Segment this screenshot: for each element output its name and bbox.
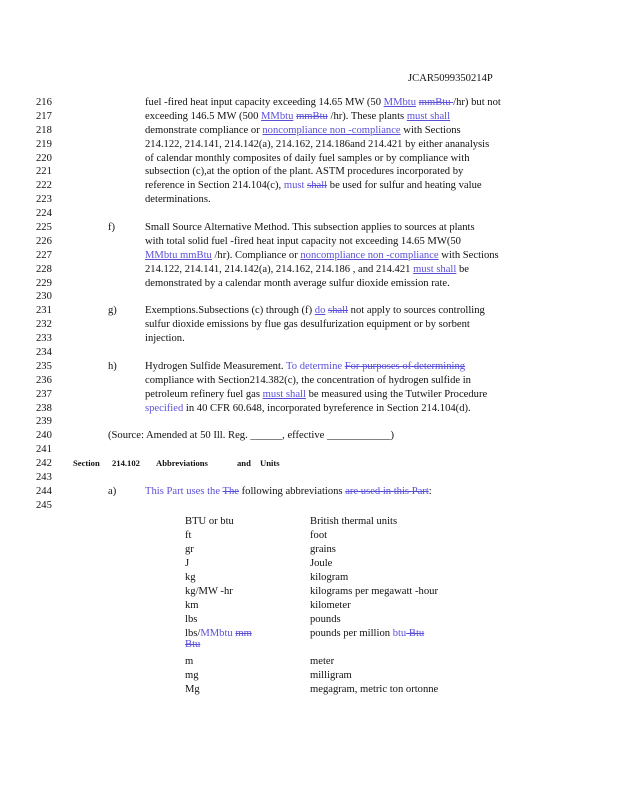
text-line [0, 207, 618, 221]
text-run: determinations. [145, 194, 211, 206]
line-number: 245 [36, 499, 52, 511]
text-run: with total solid fuel -fired heat input capacity not exceeding 14.65 MW(50 [145, 235, 461, 247]
inserted-text: noncompliance non -compliance [300, 249, 439, 261]
inserted-text: must shall [406, 110, 451, 122]
line-number: 243 [36, 472, 52, 484]
line-number: 233 [36, 333, 52, 345]
abbreviation-meaning: kilograms per megawatt -hour [310, 586, 438, 597]
line-number: 231 [36, 305, 52, 317]
text-line [0, 277, 618, 291]
line-text [145, 304, 545, 318]
line-text [145, 138, 545, 152]
line-text [145, 221, 545, 235]
text-run: be used for sulfur and heating value [327, 180, 482, 192]
deleted-text: For purposes of determining [344, 360, 466, 372]
abbreviation-term: kg/MW -hr [185, 586, 233, 597]
abbreviation-meaning: pounds per million btu Btu [310, 628, 425, 639]
line-text [145, 249, 545, 263]
line-number: 225 [36, 222, 52, 234]
abbreviation-term: mg [185, 670, 199, 681]
abbreviation-term: ft [185, 530, 192, 541]
text-run: Small Source Alternative Method. This subsection applies to sources at plants [145, 222, 475, 234]
line-number: 234 [36, 347, 52, 359]
line-text [145, 165, 545, 179]
line-number: 238 [36, 402, 52, 414]
line-number: 222 [36, 180, 52, 192]
text-line [0, 374, 618, 388]
inserted-text: This Part uses the [145, 485, 223, 497]
line-number: 219 [36, 138, 52, 150]
text-run: fuel -fired heat input capacity exceeding 14.65 MW (50 [145, 97, 384, 108]
text-line [0, 290, 618, 304]
deleted-text: shall [307, 180, 328, 192]
line-text [145, 277, 545, 291]
text-line [0, 138, 618, 152]
deleted-text: Btu [406, 628, 425, 639]
line-number: 235 [36, 360, 52, 372]
line-number: 244 [36, 485, 52, 497]
line-number: 224 [36, 208, 52, 220]
text-run: /hr). These plants [327, 110, 407, 122]
text-run: 214.122, 214.141, 214.142(a), 214.162, 214.186 , and 214.421 [145, 263, 414, 275]
line-number: 221 [36, 166, 52, 178]
text-line [0, 388, 618, 402]
inserted-text: To determine [286, 360, 343, 372]
inserted-text: specified [145, 402, 184, 414]
abbreviation-meaning: kilometer [310, 600, 351, 611]
line-number: 229 [36, 277, 52, 289]
text-line [0, 110, 618, 124]
text-run: Hydrogen Sulfide Measurement. [145, 360, 287, 372]
inserted-text: must shall [413, 263, 457, 275]
text-line [0, 263, 618, 277]
abbreviation-term: lbs/MMbtu mm Btu [185, 628, 252, 650]
text-line [0, 304, 618, 318]
inserted-text: MMbtu [261, 110, 294, 122]
text-line [0, 179, 618, 193]
text-run: subsection (c),at the option of the plant. ASTM procedures incorporated by [145, 166, 464, 178]
section-heading-title-c: Units [260, 458, 280, 469]
abbreviation-term: J [185, 558, 190, 569]
text-run: injection. [145, 333, 185, 345]
text-run: reference in Section 214.104(c), [145, 180, 284, 192]
text-line [0, 457, 618, 471]
abbreviation-term: lbs [185, 614, 198, 625]
text-line [0, 165, 618, 179]
abbreviation-meaning: British thermal units [310, 516, 398, 527]
line-text [145, 402, 545, 416]
text-run: compliance with Section214.382(c), the concentration of hydrogen sulfide in [145, 374, 471, 386]
text-line [0, 249, 618, 263]
deleted-text: mmBtu [296, 110, 328, 122]
line-number: 240 [36, 430, 52, 442]
text-line [0, 235, 618, 249]
line-number: 230 [36, 291, 52, 303]
text-run: with Sections [438, 249, 499, 261]
line-number: 220 [36, 152, 52, 164]
line-number: 242 [36, 458, 52, 470]
abbreviation-meaning: foot [310, 530, 328, 541]
inserted-text: do [314, 305, 326, 317]
line-number: 228 [36, 263, 52, 275]
text-run: exceeding 146.5 MW (500 [145, 110, 262, 122]
subsection-label: f) [108, 222, 116, 234]
text-run: : [428, 485, 432, 497]
abbreviation-term: kg [185, 572, 196, 583]
line-number: 236 [36, 374, 52, 386]
section-heading-number: 214.102 [112, 458, 140, 469]
inserted-text: must [283, 180, 305, 192]
text-run: (Source: Amended at 50 Ill. Reg. ______, effective ____________) [108, 430, 395, 442]
line-numbered-body [0, 96, 618, 513]
text-line [0, 402, 618, 416]
inserted-text: MMbtu mmBtu [145, 249, 212, 261]
text-line [0, 193, 618, 207]
line-number: 239 [36, 416, 52, 428]
text-run: petroleum refinery fuel gas [145, 388, 263, 400]
deleted-text: mmBtu [418, 97, 454, 108]
text-run: with Sections [400, 124, 461, 136]
line-number: 217 [36, 110, 52, 122]
deleted-text: Btu [185, 639, 201, 650]
text-line [0, 332, 618, 346]
text-line [0, 96, 618, 110]
text-line [0, 471, 618, 485]
abbreviation-meaning: pounds [310, 614, 341, 625]
abbreviation-term: km [185, 600, 199, 611]
subsection-label: g) [108, 305, 117, 317]
abbreviation-meaning: Joule [310, 558, 333, 569]
line-text [145, 110, 545, 124]
text-line [0, 221, 618, 235]
section-heading-title-a: Abbreviations [156, 458, 208, 469]
line-text [145, 388, 545, 402]
abbreviation-meaning: kilogram [310, 572, 349, 583]
text-line [0, 346, 618, 360]
line-text [145, 318, 545, 332]
line-text [145, 485, 545, 499]
text-run: not apply to sources controlling [348, 305, 485, 317]
abbreviation-term: gr [185, 544, 194, 555]
abbreviation-term: BTU or btu [185, 516, 234, 527]
text-line [0, 485, 618, 499]
text-run: in 40 CFR 60.648, incorporated byreference in Section 214.104(d). [183, 402, 471, 414]
inserted-text: MMbtu [200, 628, 233, 639]
text-run: be [456, 263, 469, 275]
line-number: 223 [36, 194, 52, 206]
line-text [145, 179, 545, 193]
deleted-text: shall [328, 305, 349, 317]
inserted-text: MMbtu [383, 97, 417, 108]
abbreviation-meaning: meter [310, 656, 335, 667]
text-run: sulfur dioxide emissions by flue gas desulfurization equipment or by sorbent [145, 319, 470, 331]
line-number: 216 [36, 97, 52, 108]
deleted-text: mm [235, 628, 252, 639]
line-number: 232 [36, 319, 52, 331]
text-run: /hr) but not [453, 97, 501, 108]
section-heading-title-b: and [237, 458, 251, 469]
text-run: of calendar monthly composites of daily fuel samples or by compliance with [145, 152, 470, 164]
text-line [0, 443, 618, 457]
text-line [0, 360, 618, 374]
subsection-label: h) [108, 360, 117, 372]
text-line [0, 152, 618, 166]
subsection-label: a) [108, 485, 117, 497]
line-number: 218 [36, 124, 52, 136]
line-text [145, 263, 545, 277]
text-run: demonstrated by a calendar month average sulfur dioxide emission rate. [145, 277, 450, 289]
inserted-text: noncompliance non -compliance [262, 124, 401, 136]
line-number: 237 [36, 388, 52, 400]
text-run: 214.122, 214.141, 214.142(a), 214.162, 214.186and 214.421 by either ananalysis [145, 138, 490, 150]
text-line [0, 318, 618, 332]
line-text [145, 124, 545, 138]
document-id: JCAR5099350214P [408, 73, 493, 84]
text-run: /hr). Compliance or [211, 249, 301, 261]
text-run: demonstrate compliance or [145, 124, 263, 136]
abbreviation-meaning: grains [310, 544, 336, 555]
line-text [145, 152, 545, 166]
line-text [145, 332, 545, 346]
line-text [145, 374, 545, 388]
text-run: Exemptions.Subsections (c) through (f) [145, 305, 315, 317]
text-line [0, 124, 618, 138]
inserted-text: must shall [262, 388, 306, 400]
abbreviation-term: m [185, 656, 194, 667]
text-run: following abbreviations [238, 485, 346, 497]
section-heading-word: Section [73, 458, 100, 469]
inserted-text: btu [392, 628, 407, 639]
abbreviation-meaning: megagram, metric ton ortonne [310, 684, 439, 695]
line-text [145, 235, 545, 249]
source-note [108, 429, 508, 443]
line-number: 227 [36, 249, 52, 261]
line-text [145, 96, 545, 110]
line-number: 226 [36, 235, 52, 247]
deleted-text: The [222, 485, 239, 497]
abbreviation-term: Mg [185, 684, 200, 695]
text-line [0, 429, 618, 443]
text-line [0, 499, 618, 513]
text-line [0, 415, 618, 429]
line-number: 241 [36, 444, 52, 456]
text-run: be measured using the Tutwiler Procedure [305, 388, 488, 400]
deleted-text: are used in this Part [345, 485, 429, 497]
abbreviation-meaning: milligram [310, 670, 352, 681]
line-text [145, 193, 545, 207]
line-text [145, 360, 545, 374]
